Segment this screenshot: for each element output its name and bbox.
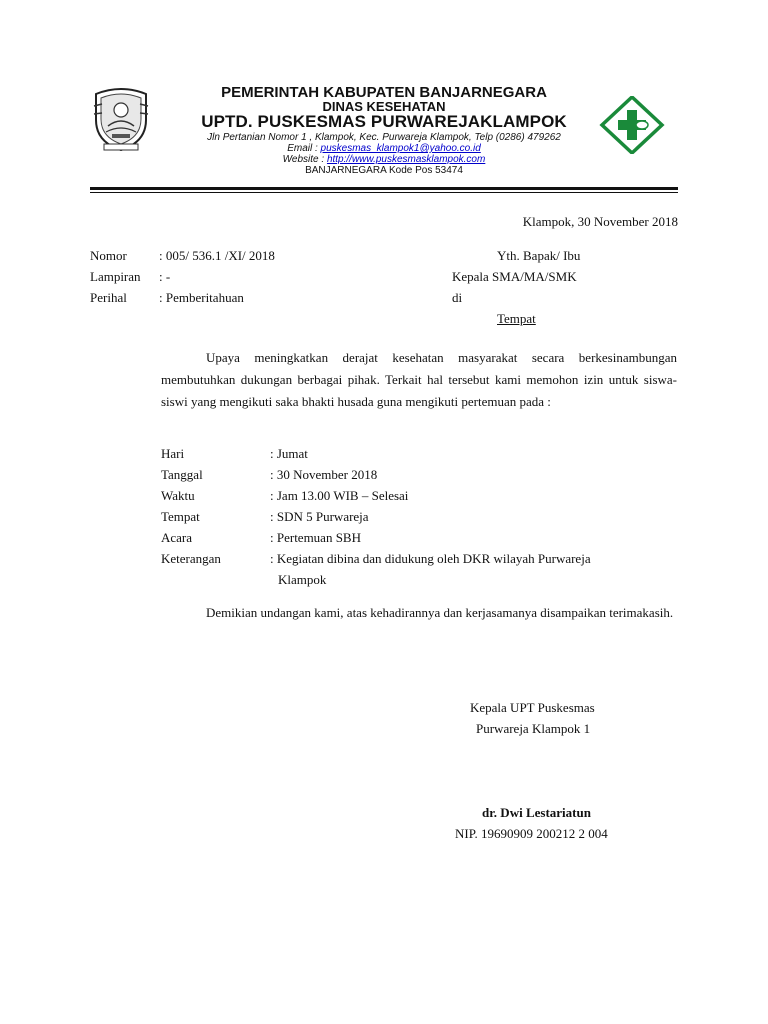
details-label: Waktu bbox=[161, 488, 195, 503]
details-value: : Jam 13.00 WIB – Selesai bbox=[270, 488, 409, 503]
letterhead-email-line bbox=[160, 143, 608, 154]
date-line: Klampok, 30 November 2018 bbox=[522, 214, 678, 229]
perihal-value: : Pemberitahuan bbox=[159, 290, 244, 305]
website-label: Website : bbox=[282, 154, 327, 165]
details-row bbox=[161, 446, 184, 462]
lampiran-value: : - bbox=[159, 269, 171, 284]
letterhead-institution: UPTD. PUSKESMAS PURWAREJAKLAMPOK bbox=[201, 112, 567, 131]
website-link[interactable]: http://www.puskesmasklampok.com bbox=[326, 154, 486, 165]
details-value: : SDN 5 Purwareja bbox=[270, 509, 369, 524]
signature-name: dr. Dwi Lestariatun bbox=[482, 805, 591, 820]
details-label: Tempat bbox=[161, 509, 200, 524]
letterhead-rule-thin bbox=[90, 192, 678, 193]
recipient-greeting: Yth. Bapak/ Ibu bbox=[497, 248, 581, 263]
letterhead-department: DINAS KESEHATAN bbox=[322, 99, 446, 114]
letterhead-address: Jln Pertanian Nomor 1 , Klampok, Kec. Purwareja Klampok, Telp (0286) 479262 bbox=[207, 132, 561, 143]
signature-nip: NIP. 19690909 200212 2 004 bbox=[455, 826, 608, 841]
letterhead-government: PEMERINTAH KABUPATEN BANJARNEGARA bbox=[221, 84, 547, 101]
details-value: : Jumat bbox=[270, 446, 308, 461]
letterhead-website-line bbox=[160, 154, 608, 165]
recipient-di: di bbox=[452, 290, 463, 305]
details-label: Hari bbox=[161, 446, 185, 461]
letterhead-rule-thick bbox=[90, 187, 678, 190]
body-paragraph: Upaya meningkatkan derajat kesehatan masyarakat secara berkesinambungan membutuhkan dukungan berbagai pihak. Terkait hal tersebut kami memohon izin untuk siswa-siswi yang mengikuti saka bhakti husada guna mengikuti pertemuan pada : bbox=[161, 350, 677, 409]
nomor-label: Nomor bbox=[90, 248, 127, 263]
regency-coat-of-arms-icon bbox=[90, 86, 152, 152]
details-value: : 30 November 2018 bbox=[270, 467, 378, 482]
details-value: : Pertemuan SBH bbox=[270, 530, 361, 545]
closing-paragraph: Demikian undangan kami, atas kehadirannya dan kerjasamanya disampaikan terimakasih. bbox=[206, 605, 674, 620]
signature-title-2: Purwareja Klampok 1 bbox=[476, 721, 591, 736]
lampiran-label: Lampiran bbox=[90, 269, 141, 284]
email-link[interactable]: puskesmas_klampok1@yahoo.co.id bbox=[320, 143, 481, 154]
details-label: Keterangan bbox=[161, 551, 221, 566]
signature-title-1: Kepala UPT Puskesmas bbox=[470, 700, 595, 715]
puskesmas-cross-icon bbox=[598, 96, 666, 154]
recipient-title: Kepala SMA/MA/SMK bbox=[452, 269, 577, 284]
perihal-label: Perihal bbox=[90, 290, 127, 305]
details-label: Tanggal bbox=[161, 467, 203, 482]
recipient-place: Tempat bbox=[497, 311, 536, 326]
letterhead-city: BANJARNEGARA Kode Pos 53474 bbox=[305, 165, 463, 176]
details-value-continuation: Klampok bbox=[278, 572, 327, 587]
nomor-value: : 005/ 536.1 /XI/ 2018 bbox=[159, 248, 275, 263]
details-label: Acara bbox=[161, 530, 193, 545]
details-value: : Kegiatan dibina dan didukung oleh DKR wilayah Purwareja bbox=[270, 551, 591, 566]
email-label: Email : bbox=[287, 143, 321, 154]
